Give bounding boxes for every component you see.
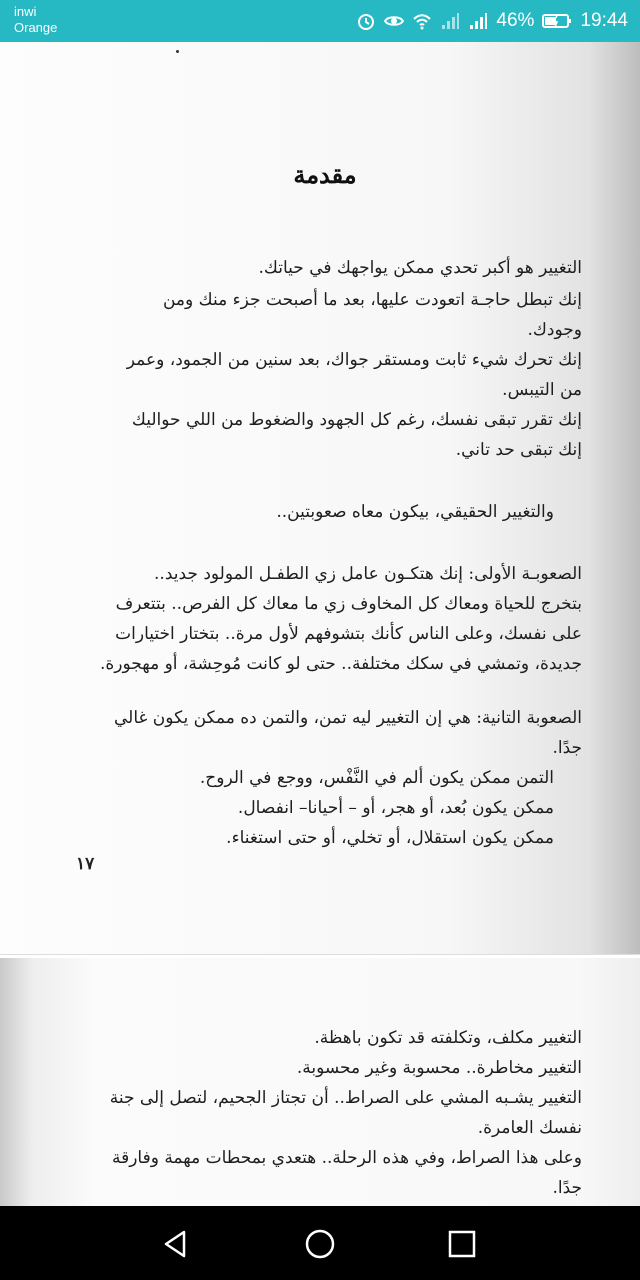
wifi-icon — [412, 11, 432, 31]
book-page-18[interactable] — [0, 958, 640, 1206]
text-line: وعلى هذا الصراط، وفي هذه الرحلة.. هتعدي بمحطات مهمة وفارقة — [111, 1148, 582, 1168]
document-viewer[interactable] — [0, 42, 640, 1206]
recent-apps-icon[interactable] — [446, 1228, 478, 1260]
text-line: إنك تبقى حد تاني. — [455, 440, 582, 460]
carrier-name-secondary: Orange — [14, 20, 58, 35]
navigation-bar — [0, 1206, 640, 1280]
signal-sim2-icon — [468, 11, 488, 31]
text-line: والتغيير الحقيقي، بيكون معاه صعوبتين.. — [276, 502, 554, 522]
page-title: مقدمة — [293, 160, 357, 189]
text-line: ممكن يكون استقلال، أو تخلي، أو حتى استغناء. — [226, 828, 554, 848]
text-line: ممكن يكون بُعد، أو هجر، أو – أحيانا– انفصال. — [237, 798, 554, 818]
page-speck — [176, 50, 179, 53]
alarm-icon — [356, 11, 376, 31]
text-line: جدًا. — [552, 738, 582, 758]
text-line: الصعوبـة الأولى: إنك هتكـون عامل زي الطفـل المولود جديد.. — [154, 564, 582, 584]
signal-sim1-icon — [440, 11, 460, 31]
text-line: بتخرج للحياة ومعاك كل المخاوف زي ما معاك كل الفرص.. بتتعرف — [115, 594, 582, 614]
carrier-info — [14, 4, 57, 36]
text-line: إنك تبطل حاجـة اتعودت عليها، بعد ما أصبحت جزء منك ومن — [162, 290, 582, 310]
text-line: من التيبس. — [502, 380, 582, 400]
status-bar — [0, 0, 640, 42]
home-icon[interactable] — [304, 1228, 336, 1260]
book-page-17[interactable] — [0, 42, 640, 955]
text-line: جديدة، وتمشي في سكك مختلفة.. حتى لو كانت مُوحِشة، أو مهجورة. — [99, 654, 582, 674]
clock: 19:44 — [580, 10, 628, 31]
text-line: نفسك العامرة. — [477, 1118, 582, 1138]
text-line: التغيير هو أكبر تحدي ممكن يواجهك في حياتك. — [258, 258, 582, 278]
text-line: إنك تحرك شيء ثابت ومستقر جواك، بعد سنين من الجمود، وعمر — [126, 350, 582, 370]
text-line: التغيير مخاطرة.. محسوبة وغير محسوبة. — [296, 1058, 582, 1078]
back-icon[interactable] — [160, 1228, 192, 1260]
text-line: إنك تقرر تبقى نفسك، رغم كل الجهود والضغوط من اللي حواليك — [131, 410, 582, 430]
page-number: ١٧ — [76, 854, 95, 874]
text-line: على نفسك، وعلى الناس كأنك بتشوفهم لأول مرة.. بتختار اختيارات — [115, 624, 582, 644]
text-line: جدًا. — [552, 1178, 582, 1198]
text-line: التغيير مكلف، وتكلفته قد تكون باهظة. — [314, 1028, 582, 1048]
text-line: وجودك. — [527, 320, 582, 340]
status-icons — [356, 0, 628, 42]
text-line: التمن ممكن يكون ألم في النَّفْس، ووجع في الروح. — [199, 768, 554, 788]
battery-charging-icon — [542, 11, 572, 31]
text-line: الصعوبة التانية: هي إن التغيير ليه تمن، والتمن ده ممكن يكون غالي — [113, 708, 582, 728]
text-line: التغيير يشـبه المشي على الصراط.. أن تجتاز الجحيم، لتصل إلى جنة — [109, 1088, 582, 1108]
carrier-name-primary: inwi — [14, 4, 37, 19]
battery-percent: 46% — [496, 10, 535, 31]
eye-comfort-icon — [384, 11, 404, 31]
